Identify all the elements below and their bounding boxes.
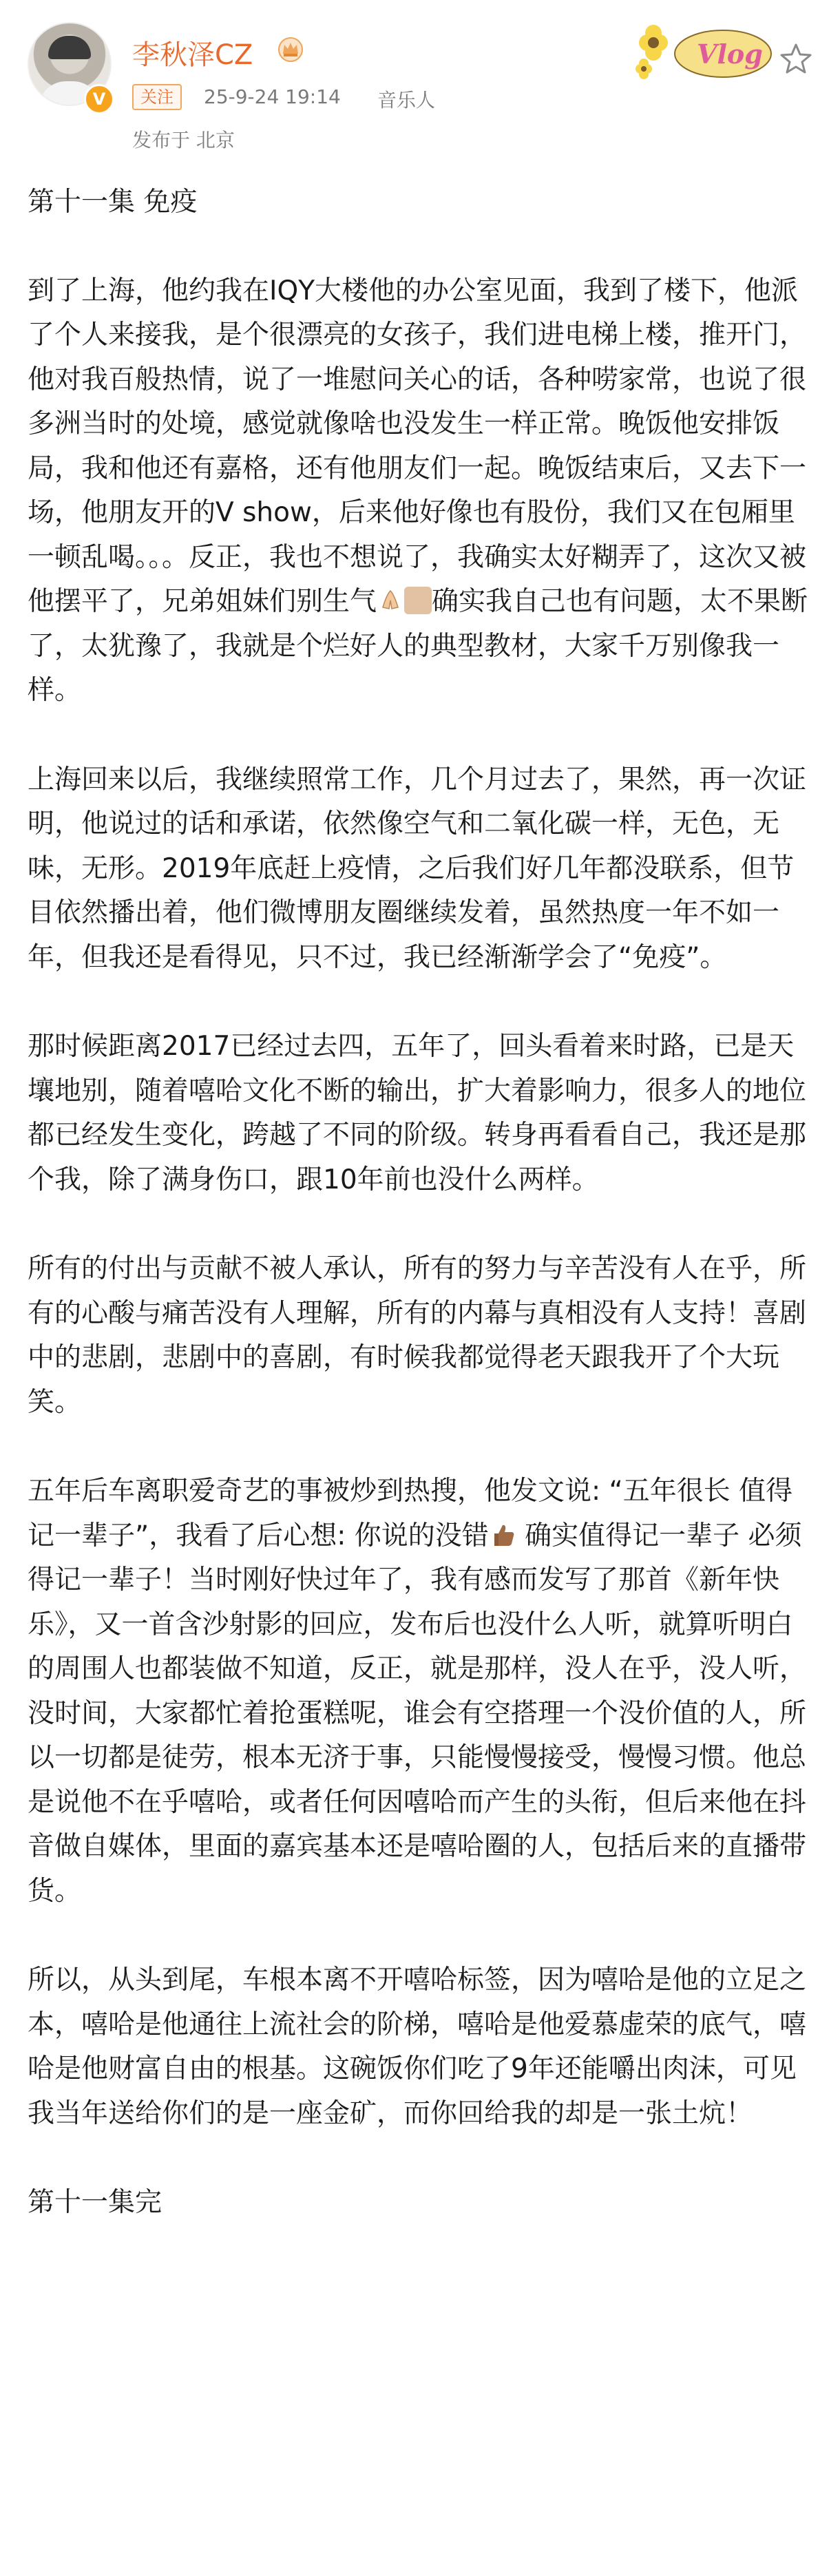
paragraph-6: 所以，从头到尾，车根本离不开嘻哈标签，因为嘻哈是他的立足之本，嘻哈是他通往上流社会的阶梯，嘻哈是他爱慕虚荣的底气，嘻哈是他财富自由的根基。这碗饭你们吃了9年还能嚼出肉沫，可见我当年送给你们的是一座金矿，而你回给我的却是一张土炕！ bbox=[28, 1965, 807, 2129]
author-name[interactable]: 李秋泽CZ bbox=[132, 39, 253, 71]
crown-icon bbox=[277, 36, 304, 62]
verified-icon: V bbox=[84, 84, 114, 114]
paragraph-5 bbox=[28, 1469, 819, 1914]
thumbs-up-emoji bbox=[489, 1521, 516, 1549]
star-icon[interactable] bbox=[778, 41, 814, 77]
vlog-badge bbox=[620, 15, 778, 84]
small-flower-icon bbox=[636, 59, 652, 79]
paragraph-1 bbox=[28, 269, 819, 713]
paragraph-1-tail: 确实我自己也有问题，太不果断了，太犹豫了，我就是个烂好人的典型教材，大家千万别像我一样。 bbox=[28, 586, 808, 706]
paragraph-1-text: 到了上海，他约我在IQY大楼他的办公室见面，我到了楼下，他派了个人来接我，是个很漂亮的女孩子，我们进电梯上楼，推开门，他对我百般热情，说了一堆慰问关心的话，各种唠家常，也说了很多洲当时的处境，感觉就像啥也没发生一样正常。晚饭他安排饭局，我和他还有嘉格，还有他朋友们一起。晚饭结束后，又去下一场，他朋友开的V show，后来他好像也有股份，我们又在包厢里一顿乱喝。。。反正，我也不想说了，我确实太好糊弄了，这次又被他摆平了，兄弟姐妹们别生气 bbox=[28, 275, 807, 617]
flower-icon bbox=[639, 25, 668, 61]
post-ending: 第十一集完 bbox=[28, 2187, 162, 2218]
avatar-hat bbox=[48, 36, 91, 59]
blank-emoji bbox=[404, 587, 432, 614]
paragraph-3: 那时候距离2017已经过去四，五年了，回头看着来时路，已是天壤地别，随着嘻哈文化不断的输出，扩大着影响力，很多人的地位都已经发生变化，跨越了不同的阶级。转身再看看自己，我还是那个我，除了满身伤口，跟10年前也没什么两样。 bbox=[28, 1031, 807, 1195]
post-title: 第十一集 免疫 bbox=[28, 187, 198, 218]
pray-emoji bbox=[377, 587, 404, 614]
post-date: 25-9-24 19:14 bbox=[204, 85, 341, 108]
post-body bbox=[28, 180, 819, 2270]
vlog-badge-text: Vlog bbox=[697, 39, 763, 70]
post-header bbox=[0, 0, 840, 158]
author-role: 音乐人 bbox=[377, 89, 436, 112]
paragraph-5-head: 五年后车离职爱奇艺的事被炒到热搜，他发文说: “五年很长 值得记一辈子”，我看了后心想: 你说的没错 bbox=[28, 1476, 793, 1551]
paragraph-4: 所有的付出与贡献不被人承认，所有的努力与辛苦没有人在乎，所有的心酸与痛苦没有人理解，所有的内幕与真相没有人支持！喜剧中的悲剧，悲剧中的喜剧，有时候我都觉得老天跟我开了个大玩笑。 bbox=[28, 1253, 807, 1418]
paragraph-2: 上海回来以后，我继续照常工作，几个月过去了，果然，再一次证明，他说过的话和承诺，依然像空气和二氧化碳一样，无色，无味，无形。2019年底赶上疫情，之后我们好几年都没联系，但节目依然播出着，他们微博朋友圈继续发着，虽然热度一年不如一年，但我还是看得见，只不过，我已经渐渐学会了“免疫”。 bbox=[28, 764, 807, 973]
paragraph-5-tail: 确实值得记一辈子 必须得记一辈子！当时刚好快过年了，我有感而发写了那首《新年快乐》，又一首含沙射影的回应，发布后也没什么人听，就算听明白的周围人也都装做不知道，反正，就是那样，没人在乎，没人听，没时间，大家都忙着抢蛋糕呢，谁会有空搭理一个没价值的人，所以一切都是徒劳，根本无济于事，只能慢慢接受，慢慢习惯。他总是说他不在乎嘻哈，或者任何因嘻哈而产生的头衔，但后来他在抖音做自媒体，里面的嘉宾基本还是嘻哈圈的人，包括后来的直播带货。 bbox=[28, 1520, 807, 1907]
post-location: 发布于 北京 bbox=[132, 129, 235, 151]
follow-tag[interactable]: 关注 bbox=[132, 84, 182, 110]
